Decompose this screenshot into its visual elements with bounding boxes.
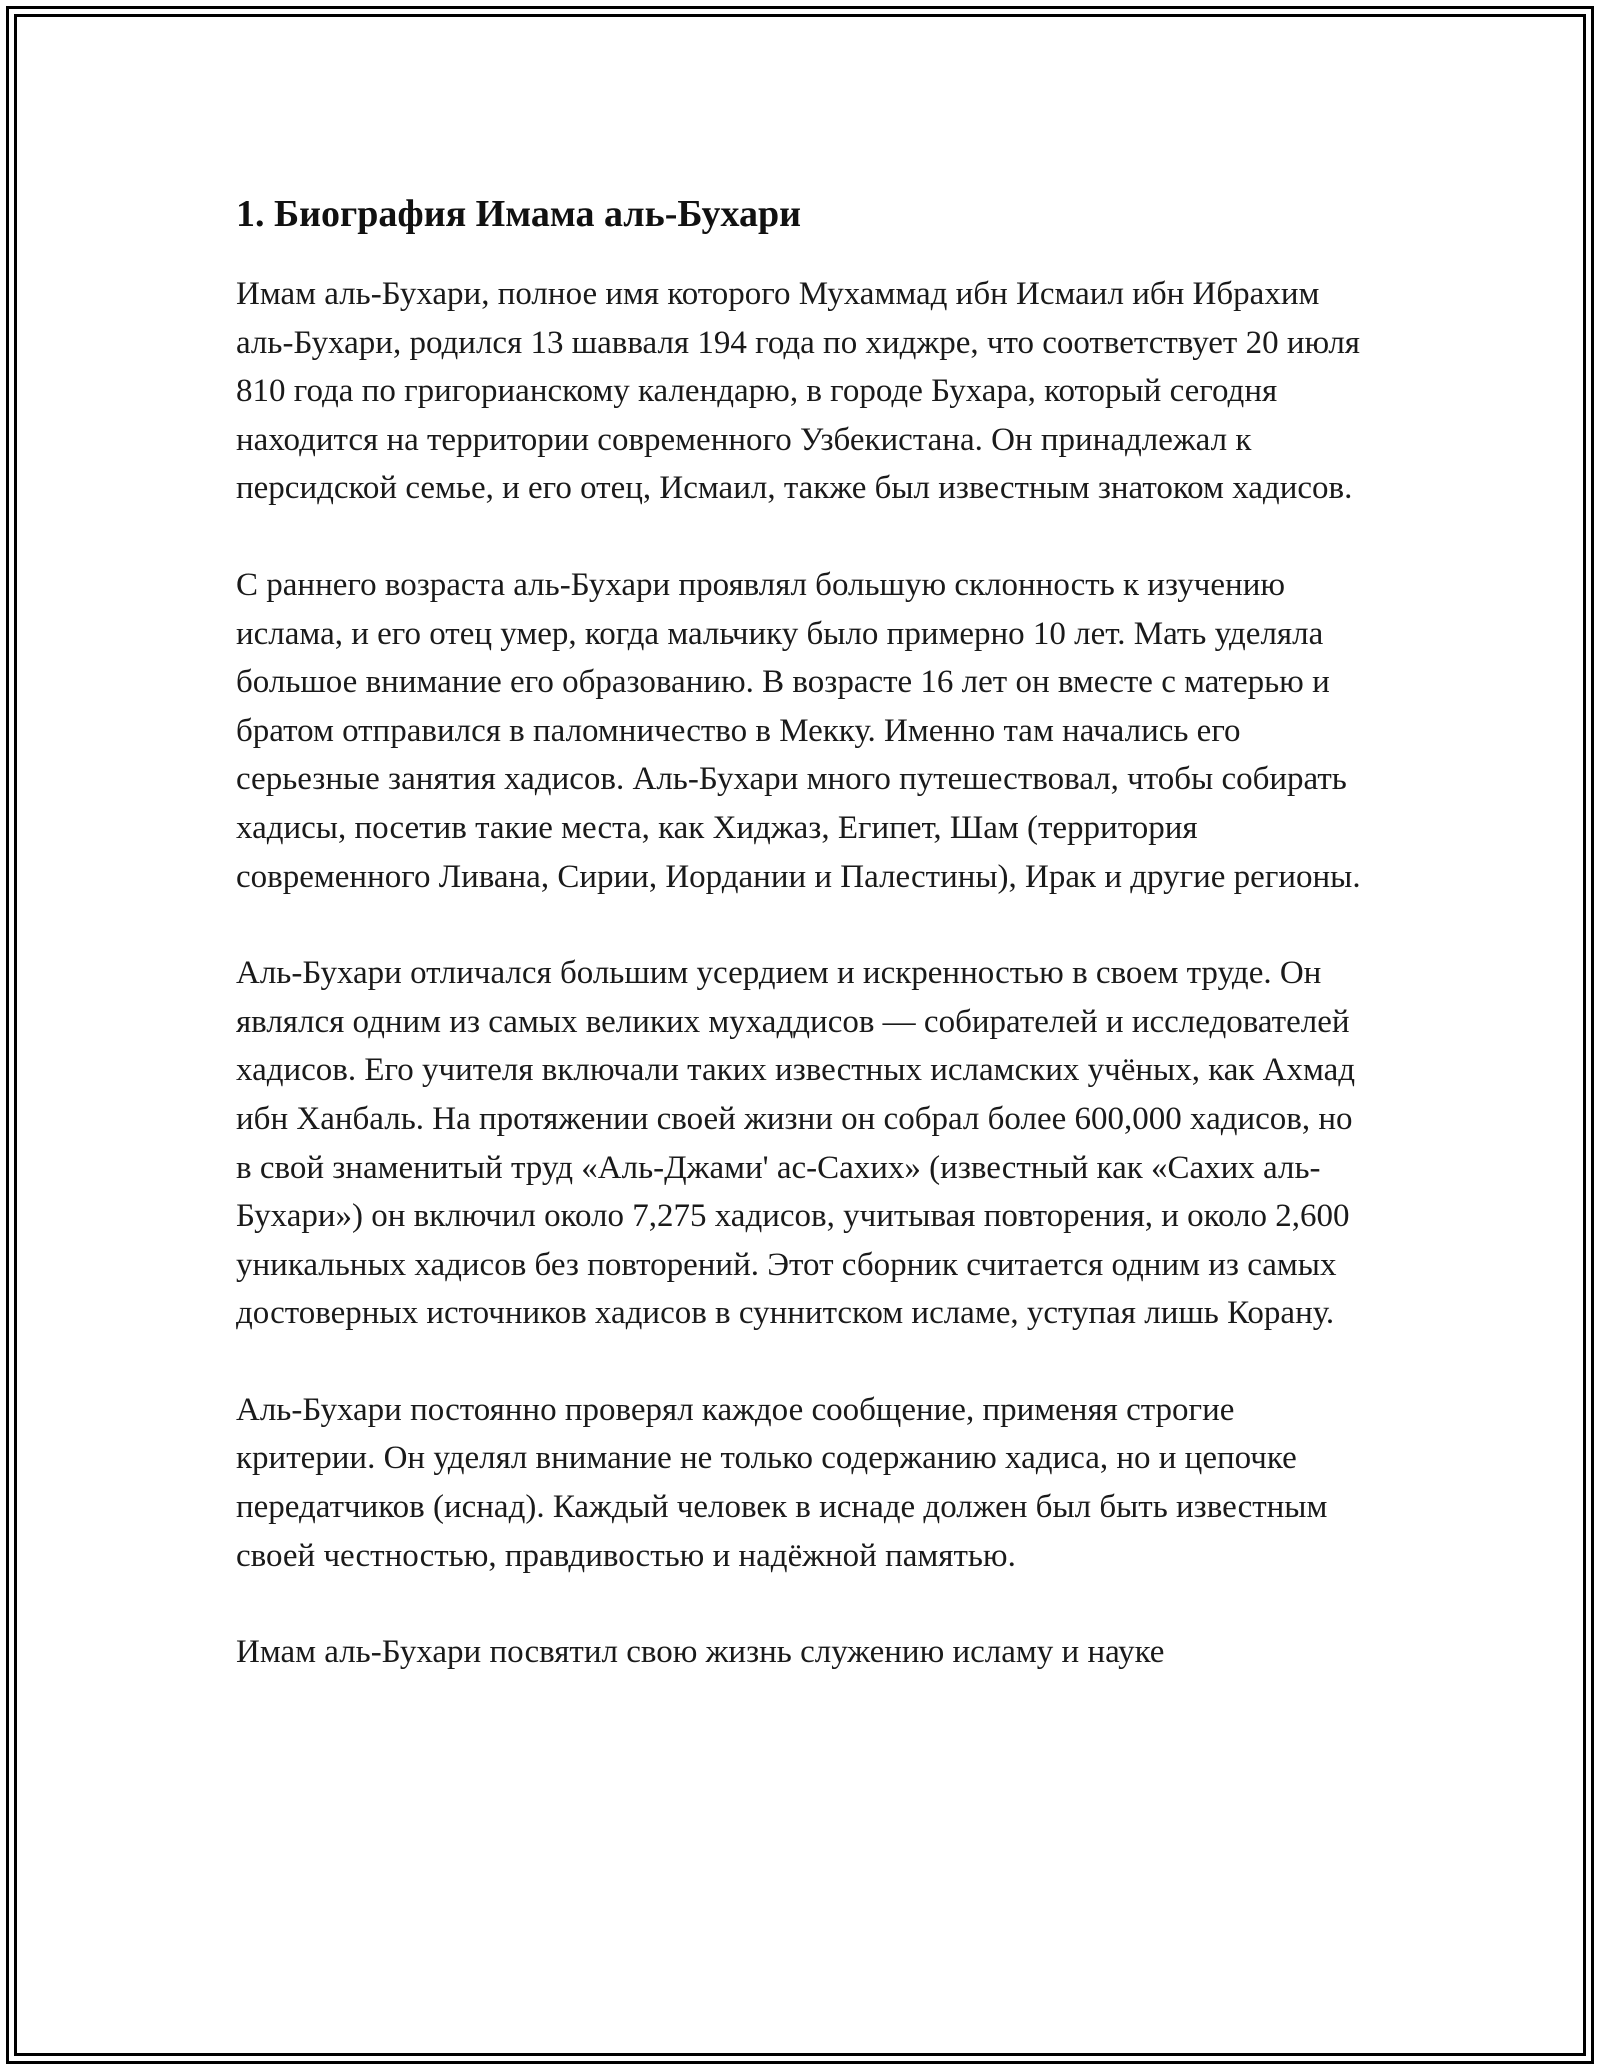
paragraph-dedication: Имам аль-Бухари посвятил свою жизнь служению исламу и науке — [236, 1634, 1165, 1671]
paragraph-early-life: С раннего возраста аль-Бухари проявлял большую склонность к изучению ислама, и его отец умер, когда мальчику было примерно 10 лет. Мать уделяла большое внимание его образованию. В возрасте 16 лет он вместе с матерью и братом отправился в паломничество в Мекку. Именно там начались его серьезные занятия хадисов. Аль-Бухари много путешествовал, чтобы собирать хадисы, посетив такие места, как Хиджаз, Египет, Шам (территория современного Ливана, Сирии, Иордании и Палестины), Ирак и другие регионы. — [236, 566, 1361, 895]
section-heading: 1. Биография Имама аль-Бухари — [236, 193, 802, 235]
paragraph-birth: Имам аль-Бухари, полное имя которого Мухаммад ибн Исмаил ибн Ибрахим аль-Бухари, родился 13 шавваля 194 года по хиджре, что соответствует 20 июля 810 года по григорианскому календарю, в городе Бухара, который сегодня находится на территории современного Узбекистана. Он принадлежал к персидской семье, и его отец, Исмаил, также был известным знатоком хадисов. — [236, 276, 1360, 507]
document-body — [236, 186, 1366, 1725]
paragraph-method: Аль-Бухари постоянно проверял каждое сообщение, применяя строгие критерии. Он уделял внимание не только содержанию хадиса, но и цепочке передатчиков (иснад). Каждый человек в иснаде должен был быть известным своей честностью, правдивостью и надёжной памятью. — [236, 1391, 1328, 1574]
paragraph-scholarship: Аль-Бухари отличался большим усердием и искренностью в своем труде. Он являлся одним из самых великих мухаддисов — собирателей и исследователей хадисов. Его учителя включали таких известных исламских учёных, как Ахмад ибн Ханбаль. На протяжении своей жизни он собрал более 600,000 хадисов, но в свой знаменитый труд «Аль-Джами' ас-Сахих» (известный как «Сахих аль-Бухари») он включил около 7,275 хадисов, учитывая повторения, и около 2,600 уникальных хадисов без повторений. Этот сборник считается одним из самых достоверных источников хадисов в суннитском исламе, уступая лишь Корану. — [236, 955, 1356, 1332]
